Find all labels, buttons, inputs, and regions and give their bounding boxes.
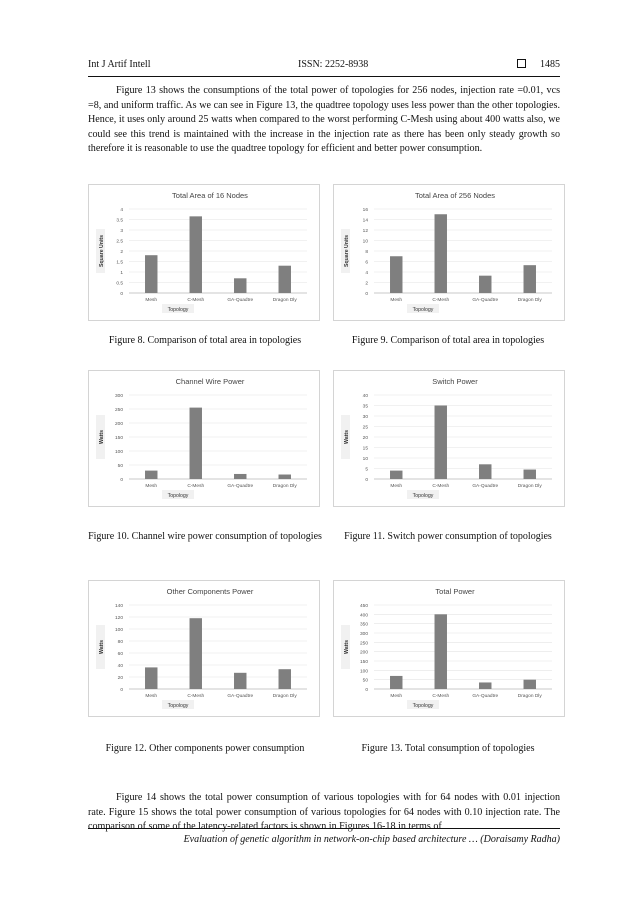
y-tick-label: 100 xyxy=(359,669,368,675)
y-tick-label: 80 xyxy=(117,640,123,645)
x-tick-label: C-Mesh xyxy=(187,484,205,489)
issn: ISSN: 2252-8938 xyxy=(298,59,369,70)
x-tick-label: C-Mesh xyxy=(187,298,205,303)
y-axis-label: Watts xyxy=(344,640,350,654)
bar xyxy=(435,214,447,293)
y-tick-label: 14 xyxy=(362,218,368,224)
figure-11-chart xyxy=(333,370,565,507)
bar xyxy=(524,470,536,479)
y-tick-label: 250 xyxy=(114,408,123,413)
x-axis-label: Topology xyxy=(412,703,434,709)
x-tick-label: GA-Quadtre xyxy=(472,298,499,303)
bar xyxy=(190,408,202,479)
y-tick-label: 300 xyxy=(114,394,123,399)
x-tick-label: Dragon Dly xyxy=(272,694,297,699)
bar xyxy=(279,475,291,479)
y-tick-label: 150 xyxy=(114,436,123,441)
y-tick-label: 50 xyxy=(362,678,368,684)
y-tick-label: 200 xyxy=(114,422,123,427)
y-tick-label: 3.5 xyxy=(116,218,123,224)
x-tick-label: Mesh xyxy=(145,298,158,303)
x-tick-label: GA-Quadtre xyxy=(227,298,254,303)
y-tick-label: 20 xyxy=(117,676,123,681)
y-tick-label: 8 xyxy=(365,250,368,255)
y-tick-label: 0 xyxy=(120,478,123,483)
y-tick-label: 300 xyxy=(359,632,368,637)
page-header xyxy=(88,59,560,75)
bar xyxy=(234,673,246,689)
x-tick-label: C-Mesh xyxy=(432,484,450,489)
figure-10-chart xyxy=(88,370,320,507)
y-tick-label: 1.5 xyxy=(116,260,123,266)
x-tick-label: GA-Quadtre xyxy=(472,484,499,489)
x-tick-label: GA-Quadtre xyxy=(227,694,254,699)
bar xyxy=(390,256,402,293)
bar xyxy=(479,276,491,293)
journal-name: Int J Artif Intell xyxy=(88,59,151,70)
x-tick-label: Dragon Dly xyxy=(517,298,542,303)
x-tick-label: Dragon Dly xyxy=(517,694,542,699)
y-tick-label: 250 xyxy=(359,641,368,647)
y-tick-label: 50 xyxy=(117,464,123,469)
y-tick-label: 120 xyxy=(114,616,123,621)
y-tick-label: 100 xyxy=(114,628,123,633)
x-tick-label: Dragon Dly xyxy=(517,484,542,489)
x-tick-label: GA-Quadtre xyxy=(227,484,254,489)
x-axis-label: Topology xyxy=(412,307,434,313)
chart-title: Channel Wire Power xyxy=(175,377,245,386)
y-tick-label: 60 xyxy=(117,652,123,657)
y-tick-label: 100 xyxy=(114,450,123,455)
page-number: 1485 xyxy=(540,59,560,70)
y-tick-label: 0 xyxy=(365,688,368,693)
bar xyxy=(145,255,157,293)
y-axis-label: Watts xyxy=(344,430,350,444)
x-tick-label: C-Mesh xyxy=(187,694,205,699)
y-tick-label: 6 xyxy=(365,260,368,266)
bar xyxy=(234,278,246,293)
bar xyxy=(479,682,491,689)
figure-13-svg xyxy=(334,581,564,716)
x-axis-label: Topology xyxy=(167,307,189,313)
figure-11-caption: Figure 11. Switch power consumption of topologies xyxy=(344,531,552,542)
x-axis-label: Topology xyxy=(167,703,189,709)
chart-title: Switch Power xyxy=(432,377,478,386)
bar xyxy=(190,216,202,293)
bar xyxy=(279,266,291,293)
y-tick-label: 150 xyxy=(359,660,368,665)
y-tick-label: 2.5 xyxy=(116,239,123,245)
y-tick-label: 200 xyxy=(359,650,368,656)
bar xyxy=(145,471,157,479)
figure-12-chart xyxy=(88,580,320,717)
y-tick-label: 0 xyxy=(120,292,123,297)
y-tick-label: 12 xyxy=(362,229,368,234)
y-tick-label: 16 xyxy=(362,208,368,213)
y-tick-label: 40 xyxy=(117,664,123,669)
y-axis-label: Square Units xyxy=(344,235,350,267)
y-tick-label: 450 xyxy=(359,604,368,609)
header-rule xyxy=(88,76,560,77)
y-tick-label: 4 xyxy=(120,208,123,213)
bar xyxy=(145,667,157,689)
y-tick-label: 4 xyxy=(365,271,368,276)
y-axis-label: Square Units xyxy=(99,235,105,267)
y-axis-label: Watts xyxy=(99,430,105,444)
x-tick-label: Mesh xyxy=(390,694,403,699)
figure-13-caption: Figure 13. Total consumption of topologies xyxy=(361,743,535,754)
figure-10-caption: Figure 10. Channel wire power consumption of topologies xyxy=(88,531,322,542)
y-tick-label: 2 xyxy=(120,250,123,255)
bar xyxy=(234,474,246,479)
chart-title: Total Area of 256 Nodes xyxy=(414,191,496,200)
chart-title: Other Components Power xyxy=(166,587,254,596)
y-tick-label: 1 xyxy=(120,271,123,276)
bar xyxy=(279,669,291,689)
x-tick-label: C-Mesh xyxy=(432,694,450,699)
x-tick-label: Mesh xyxy=(145,484,158,489)
figure-13-chart xyxy=(333,580,565,717)
y-tick-label: 2 xyxy=(365,281,368,287)
y-tick-label: 0 xyxy=(365,478,368,483)
figure-11-svg xyxy=(334,371,564,506)
y-tick-label: 0.5 xyxy=(116,281,123,287)
page-footer: Evaluation of genetic algorithm in network-on-chip based architecture … (Doraisamy Radha) xyxy=(183,834,560,845)
box-icon xyxy=(517,59,526,68)
y-tick-label: 3 xyxy=(120,229,123,234)
y-tick-label: 400 xyxy=(359,613,368,619)
y-tick-label: 140 xyxy=(114,604,123,609)
figure-8-chart xyxy=(88,184,320,321)
bar xyxy=(479,464,491,479)
y-tick-label: 350 xyxy=(359,622,368,628)
page-number-group xyxy=(517,59,560,70)
y-axis-label: Watts xyxy=(99,640,105,654)
bar xyxy=(524,680,536,689)
y-tick-label: 10 xyxy=(362,239,368,245)
bar xyxy=(435,406,447,480)
bar xyxy=(524,265,536,293)
figure-8-caption: Figure 8. Comparison of total area in topologies xyxy=(108,335,302,346)
y-tick-label: 5 xyxy=(365,467,368,473)
x-tick-label: Mesh xyxy=(390,484,403,489)
chart-title: Total Area of 16 Nodes xyxy=(172,191,248,200)
bar xyxy=(390,471,402,479)
body-paragraph-2: Figure 14 shows the total power consumption of various topologies with for 64 nodes with 0.01 injection rate. Figure 15 shows the total power consumption of various topologies for 64 nodes with 0.10 injection rate. The comparison of some of the latency-related factors is shown in Figures 16-18 in terms of xyxy=(88,792,560,832)
figure-9-caption: Figure 9. Comparison of total area in topologies xyxy=(351,335,545,346)
y-tick-label: 15 xyxy=(362,446,368,452)
y-tick-label: 10 xyxy=(362,457,368,462)
x-tick-label: Dragon Dly xyxy=(272,298,297,303)
footer-rule xyxy=(88,828,560,829)
bar xyxy=(390,676,402,689)
body-paragraph-1: Figure 13 shows the consumptions of the total power of topologies for 256 nodes, injection rate =0.01, vcs =8, and uniform traffic. As we can see in Figure 13, the quadtree topology uses less power than the other topologies. Hence, it uses only around 25 watts when compared to the worst performing C-Mesh using about 400 watts also, we could see this trend is maintained with the increase in the injection rate as there has been only steady growth so therefore it is reasonable to use the quadtree topology for efficient and better power consumption. xyxy=(88,85,560,154)
bar xyxy=(435,614,447,689)
x-tick-label: Dragon Dly xyxy=(272,484,297,489)
y-tick-label: 0 xyxy=(365,292,368,297)
x-axis-label: Topology xyxy=(412,493,434,499)
figure-8-svg xyxy=(89,185,319,320)
figure-9-svg xyxy=(334,185,564,320)
y-tick-label: 25 xyxy=(362,425,368,431)
y-tick-label: 20 xyxy=(362,436,368,441)
figure-10-svg xyxy=(89,371,319,506)
x-tick-label: GA-Quadtre xyxy=(472,694,499,699)
chart-title: Total Power xyxy=(435,587,475,596)
bar xyxy=(190,618,202,689)
figure-12-caption: Figure 12. Other components power consumption xyxy=(105,743,305,754)
figure-9-chart xyxy=(333,184,565,321)
x-tick-label: Mesh xyxy=(145,694,158,699)
y-tick-label: 40 xyxy=(362,394,368,399)
y-tick-label: 30 xyxy=(362,415,368,420)
x-tick-label: Mesh xyxy=(390,298,403,303)
x-tick-label: C-Mesh xyxy=(432,298,450,303)
x-axis-label: Topology xyxy=(167,493,189,499)
figure-12-svg xyxy=(89,581,319,716)
y-tick-label: 35 xyxy=(362,404,368,410)
y-tick-label: 0 xyxy=(120,688,123,693)
